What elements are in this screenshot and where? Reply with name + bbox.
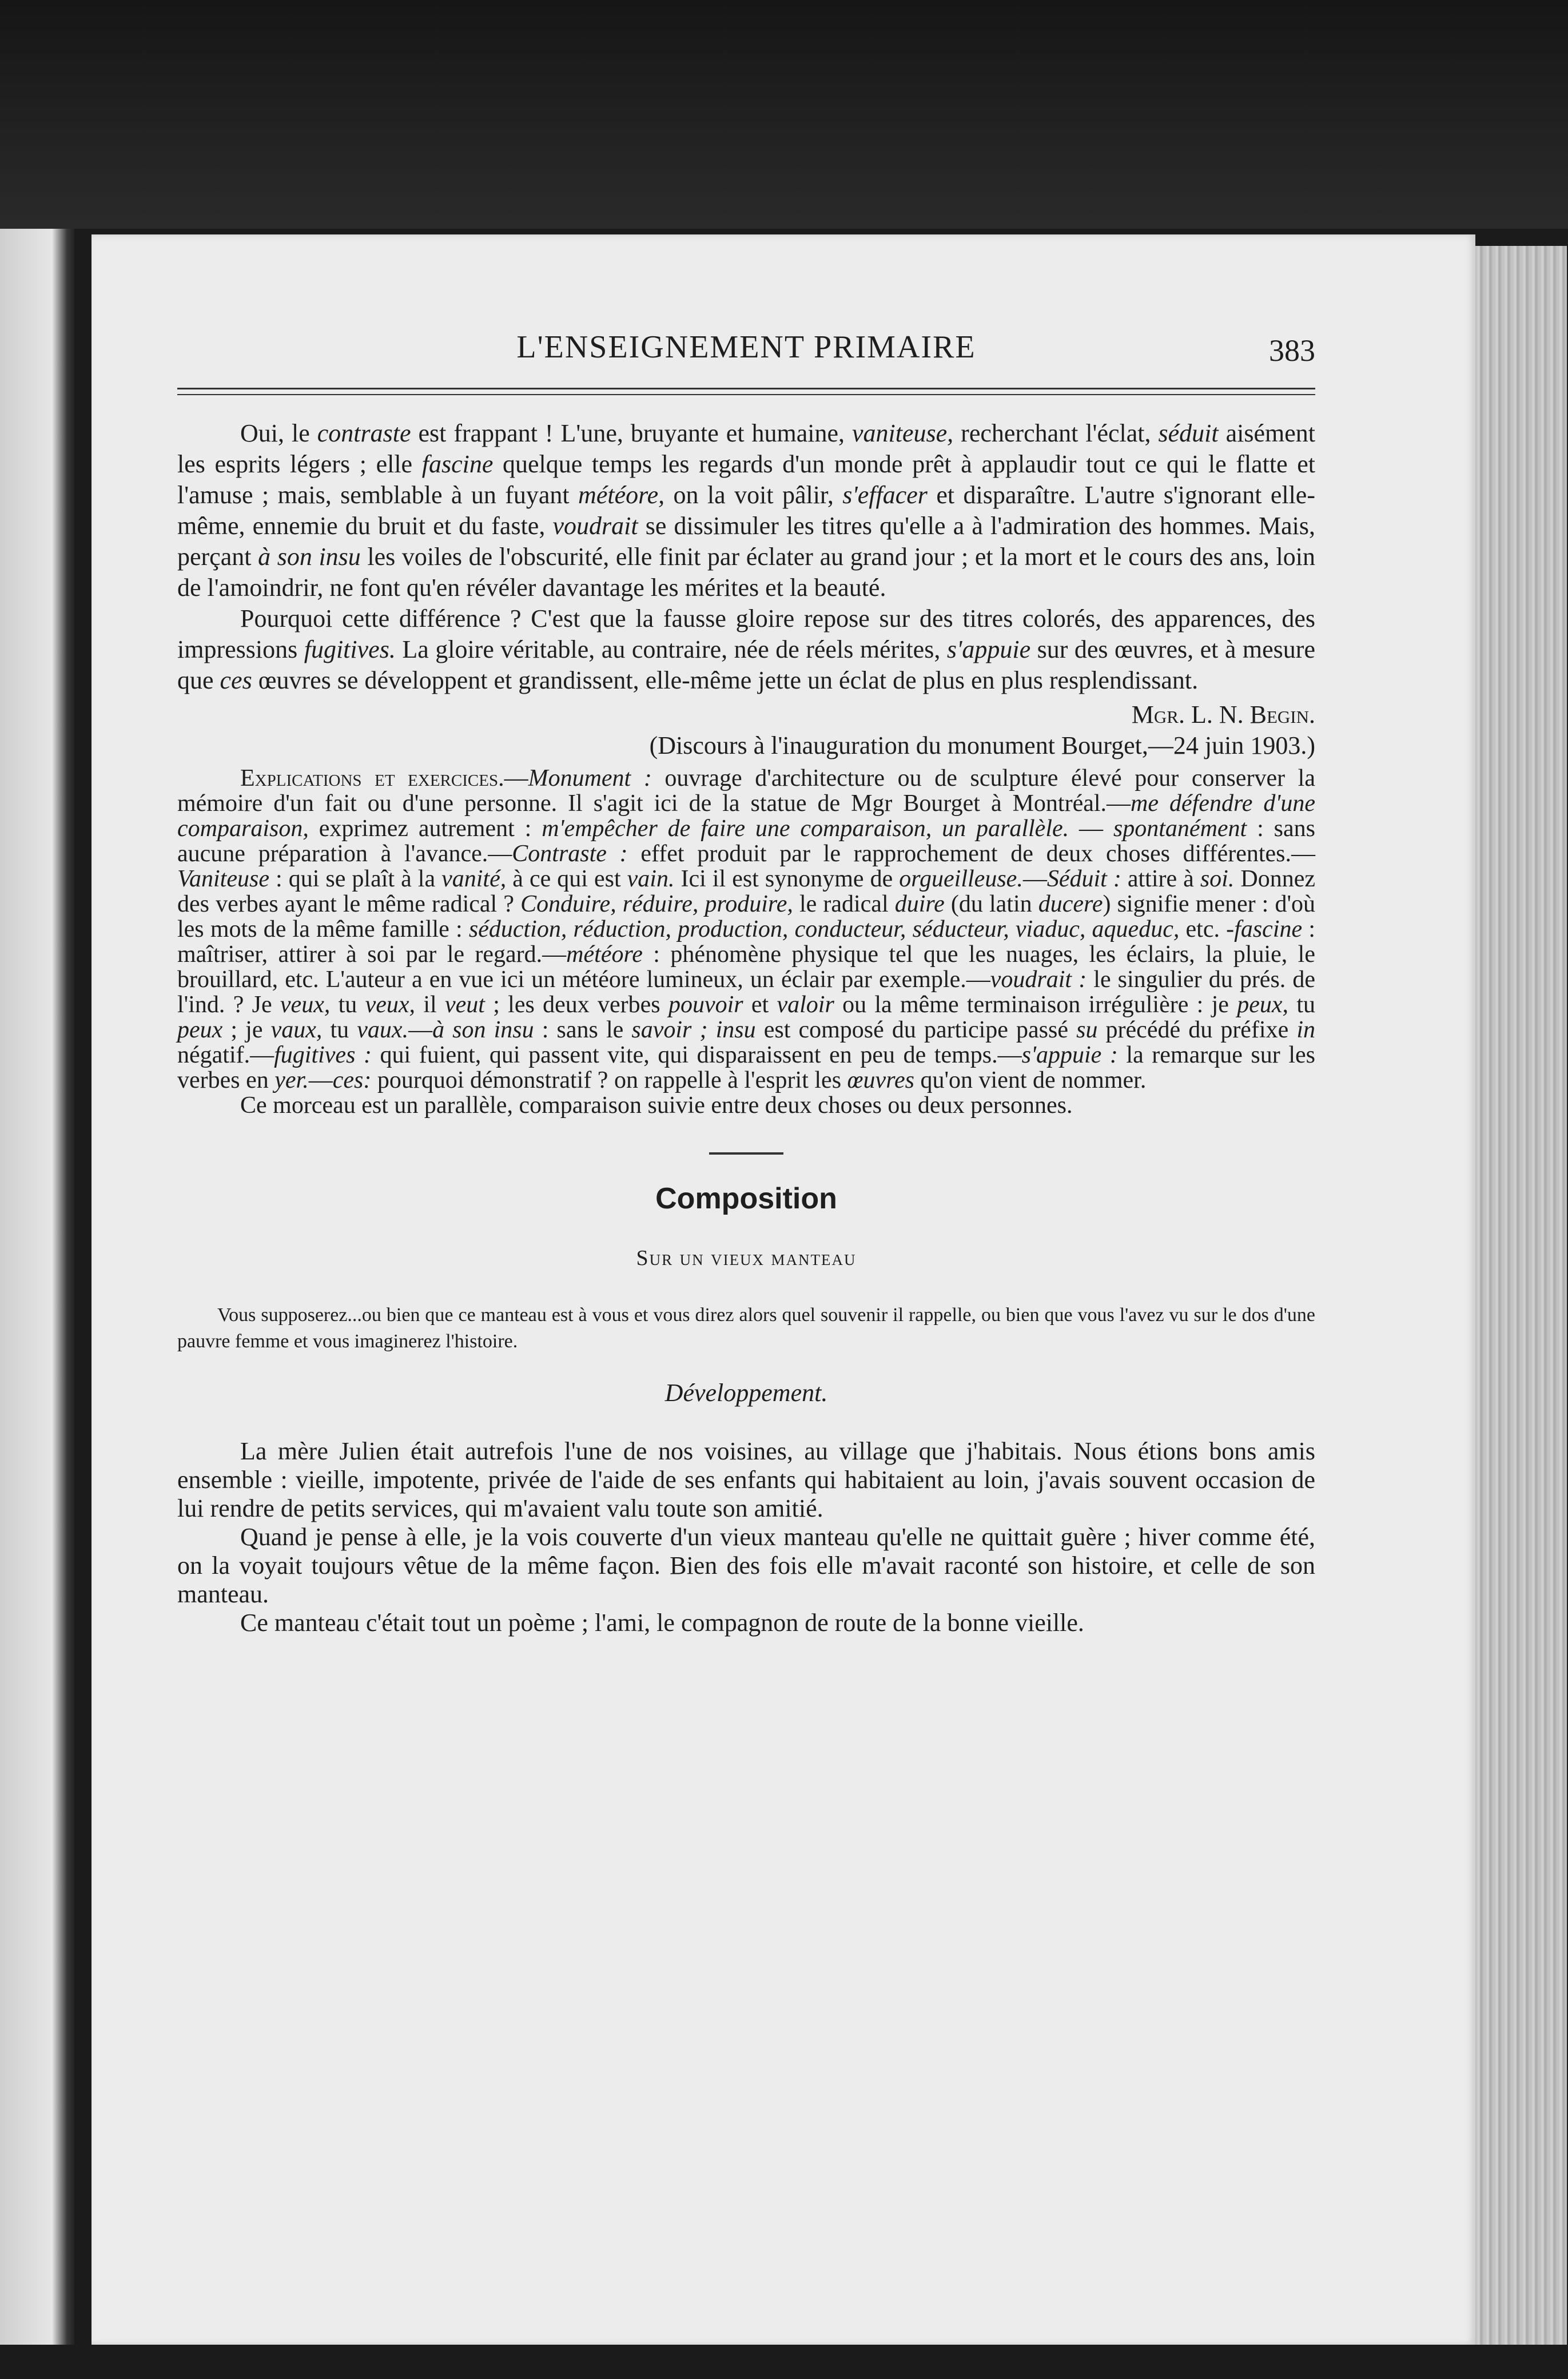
development-paragraph: Ce manteau c'était tout un poème ; l'ami, le compagnon de route de la bonne vieille. bbox=[240, 1609, 1084, 1637]
source-citation: (Discours à l'inauguration du monument Bourget,—24 juin 1903.) bbox=[649, 731, 1315, 759]
facing-page-edge bbox=[0, 229, 74, 2345]
development-heading: Développement. bbox=[664, 1379, 828, 1407]
book-page bbox=[91, 234, 1475, 2345]
lecture-paragraph-1: Oui, le contraste est frappant ! L'une, bruyante et humaine, vaniteuse, recherchant l'éclat, séduit aisément les esprits légers ; elle fascine quelque temps les regards d'un monde prêt à applaudir tout ce qui le flatte et l'amuse ; mais, semblable à un fuyant météore, on la voit pâlir, s'effacer et disparaître. L'autre s'ignorant elle-même, ennemie du bruit et du faste, voudrait se dissimuler les titres qu'elle a à l'admiration des hommes. Mais, perçant à son insu les voiles de l'obscurité, elle finit par éclater au grand jour ; et la mort et le cours des ans, loin de l'amoindrir, ne font qu'en révéler davantage les mérites et la beauté. bbox=[177, 419, 1316, 602]
parallel-note: Ce morceau est un parallèle, comparaison suivie entre deux choses ou deux personnes. bbox=[240, 1092, 1073, 1119]
section-divider bbox=[709, 1152, 783, 1155]
running-title: L'ENSEIGNEMENT PRIMAIRE bbox=[516, 329, 976, 365]
composition-instructions: Vous supposerez...ou bien que ce manteau est à vous et vous direz alors quel souvenir il rappelle, ou bien que vous l'avez vu sur le dos d'une pauvre femme et vous imaginerez l'histoire. bbox=[177, 1304, 1315, 1352]
development-paragraph: Quand je pense à elle, je la vois couverte d'un vieux manteau qu'elle ne quittait guère ; hiver comme été, on la voyait toujours vêtue de la même façon. Bien des fois elle m'avait raconté son histoire, et celle de son manteau. bbox=[177, 1523, 1315, 1608]
scan-background bbox=[0, 0, 1568, 229]
composition-subject: Sur un vieux manteau bbox=[636, 1246, 857, 1270]
page-number: 383 bbox=[1269, 333, 1315, 368]
author-signature: Mgr. L. N. Begin. bbox=[1131, 701, 1315, 729]
development-text bbox=[177, 1437, 1315, 1637]
composition-title: Composition bbox=[655, 1182, 837, 1215]
lecture-paragraph-2: Pourquoi cette différence ? C'est que la fausse gloire repose sur des titres colorés, des apparences, des impressions fugitives. La gloire véritable, au contraire, née de réels mérites, s'appuie sur des œuvres, et à mesure que ces œuvres se développent et grandissent, elle-même jette un éclat de plus en plus resplendissant. bbox=[177, 604, 1315, 694]
running-head bbox=[177, 326, 1315, 377]
development-paragraph: La mère Julien était autrefois l'une de nos voisines, au village que j'habitais. Nous étions bons amis ensemble : vieille, impotente, privée de l'aide de ses enfants qui habitaient au loin, j'avais souvent occasion de lui rendre de petits services, qui m'avaient valu toute son amitié. bbox=[177, 1437, 1315, 1522]
header-rule bbox=[177, 388, 1315, 395]
page-stack-edges bbox=[1475, 246, 1567, 2345]
explications-paragraph: Explications et exercices.—Monument : ouvrage d'architecture ou de sculpture élevé pour conserver la mémoire d'un fait ou d'une personne. Il s'agit ici de la statue de Mgr Bourget à Montréal.—me défendre d'une comparaison, exprimez autrement : m'empêcher de faire une comparaison, un parallèle. — spontanément : sans aucune préparation à l'avance.—Contraste : effet produit par le rapprochement de deux choses différentes.—Vaniteuse : qui se plaît à la vanité, à ce qui est vain. Ici il est synonyme de orgueilleuse.—Séduit : attire à soi. Donnez des verbes ayant le même radical ? Conduire, réduire, produire, le radical duire (du latin ducere) signifie mener : d'où les mots de la même famille : séduction, réduction, production, conducteur, séducteur, viaduc, aqueduc, etc. -fascine : maîtriser, attirer à soi par le regard.—météore : phénomène physique tel que les nuages, les éclairs, la pluie, le brouillard, etc. L'auteur a en vue ici un météore lumineux, un éclair par exemple.—voudrait : le singulier du prés. de l'ind. ? Je veux, tu veux, il veut ; les deux verbes pouvoir et valoir ou la même terminaison irrégulière : je peux, tu peux ; je vaux, tu vaux.—à son insu : sans le savoir ; insu est composé du participe passé su précédé du préfixe in négatif.—fugitives : qui fuient, qui passent vite, qui disparaissent en peu de temps.—s'appuie : la remarque sur les verbes en yer.—ces: pourquoi démonstratif ? on rappelle à l'esprit les œuvres qu'on vient de nommer. bbox=[177, 765, 1316, 1093]
page-content bbox=[177, 326, 1315, 1637]
